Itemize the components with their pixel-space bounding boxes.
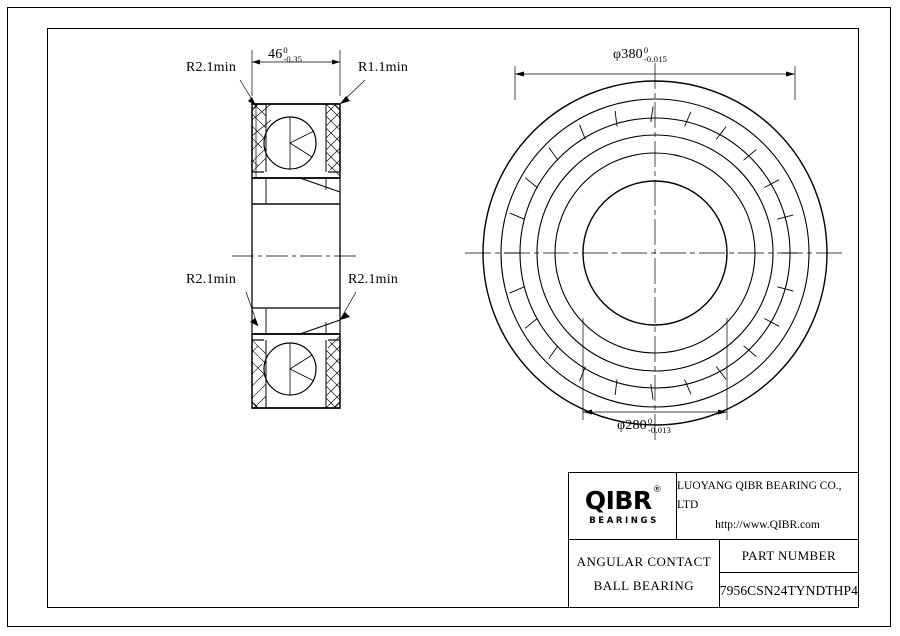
company-logo — [569, 473, 677, 539]
chamfer-note-bottom-left: R2.1min — [186, 272, 237, 287]
chamfer-note-bottom-right: R2.1min — [348, 272, 399, 287]
company-name: LUOYANG QIBR BEARING CO., LTD — [677, 479, 842, 512]
registered-trademark-icon: ® — [652, 484, 662, 495]
hatch-region-top-right — [326, 104, 340, 176]
company-info — [677, 477, 858, 536]
logo-subtitle: BEARINGS — [589, 516, 659, 526]
leaders-chamfer — [240, 80, 365, 326]
company-url[interactable]: http://www.QIBR.com — [715, 518, 820, 531]
dim-outer-diameter-label: φ380 0 -0.015 — [613, 45, 668, 64]
section-view-bottom-half — [252, 308, 340, 408]
dim-width-label: 46 0 -0.35 — [268, 45, 303, 64]
part-number-label: PART NUMBER — [720, 540, 858, 573]
product-line-1: ANGULAR CONTACT — [576, 553, 712, 569]
product-line-2: BALL BEARING — [593, 578, 695, 593]
dim-bore-diameter-label: φ280 0 -0.013 — [617, 416, 672, 435]
chamfer-note-top-right: R1.1min — [358, 60, 409, 75]
title-block — [568, 472, 859, 608]
product-description — [569, 540, 720, 608]
part-number-value: 7956CSN24TYNDTHP4 — [719, 582, 858, 598]
part-number-block — [720, 540, 858, 608]
logo-text: QIBR® — [584, 484, 662, 515]
title-block-body — [569, 540, 858, 608]
chamfer-note-top-left: R2.1min — [186, 60, 237, 75]
title-block-header — [569, 473, 858, 540]
